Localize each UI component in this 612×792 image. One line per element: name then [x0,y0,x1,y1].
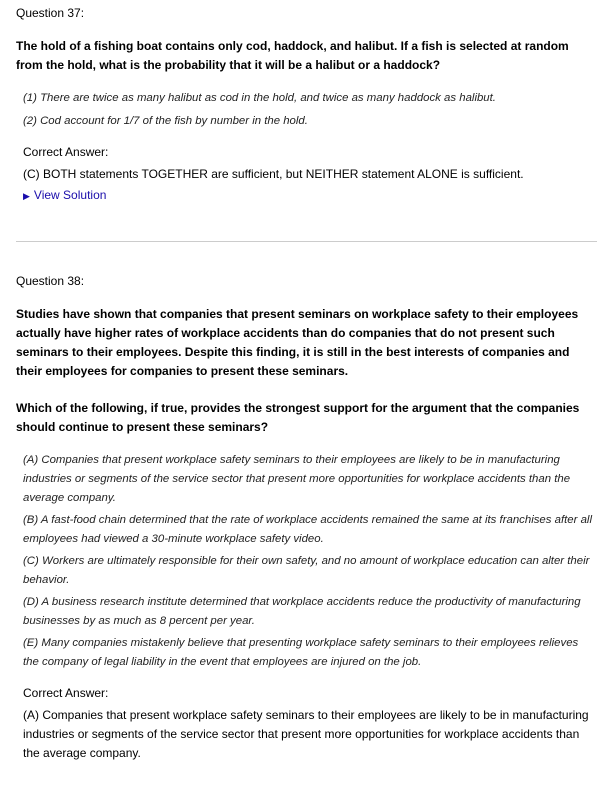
correct-answer-label: Correct Answer: [23,145,109,159]
statement-1: (1) There are twice as many halibut as cod in the hold, and twice as many haddock as halibut. [23,92,496,104]
triangle-right-icon: ▶ [23,191,30,201]
question-prompt: Which of the following, if true, provides the strongest support for the argument that the companies should continue to present these seminars? [16,401,580,434]
option-e: (E) Many companies mistakenly believe that presenting workplace safety seminars to their employees relieves the company of legal liability in the event that employees are injured on the job. [23,637,579,668]
question-37 [16,6,596,205]
option-list [16,451,596,672]
statement-2: (2) Cod account for 1/7 of the fish by number in the hold. [23,115,308,127]
option-c: (C) Workers are ultimately responsible for their own safety, and no amount of workplace education can alter their behavior. [23,555,590,586]
question-header: Question 37: [16,6,85,20]
correct-answer-label: Correct Answer: [23,686,109,700]
option-b: (B) A fast-food chain determined that the rate of workplace accidents remained the same at its franchises after all employees had viewed a 30-minute workplace safety video. [23,514,592,545]
question-stem: Studies have shown that companies that present seminars on workplace safety to their employees actually have higher rates of workplace accidents than do companies that do not present such seminars to their employees. Despite this finding, it is still in the best interests of companies and their employees for companies to present these seminars. [16,307,579,378]
option-d: (D) A business research institute determined that workplace accidents reduce the productivity of manufacturing businesses by as much as 8 percent per year. [23,596,581,627]
correct-answer-text: (A) Companies that present workplace safety seminars to their employees are likely to be in manufacturing industries or segments of the service sector that present more opportunities for workplace accidents than the average company. [23,708,589,760]
question-header: Question 38: [16,274,85,288]
question-38 [16,274,596,763]
correct-answer-text: (C) BOTH statements TOGETHER are sufficient, but NEITHER statement ALONE is sufficient. [23,167,524,181]
option-a: (A) Companies that present workplace safety seminars to their employees are likely to be in manufacturing industries or segments of the service sector that present more opportunities for workplace accidents than the average company. [23,454,571,504]
view-solution-button[interactable] [16,186,106,205]
view-solution-label: View Solution [33,188,107,202]
statement-list [16,89,596,131]
question-stem: The hold of a fishing boat contains only cod, haddock, and halibut. If a fish is selected at random from the hold, what is the probability that it will be a halibut or a haddock? [16,39,569,72]
